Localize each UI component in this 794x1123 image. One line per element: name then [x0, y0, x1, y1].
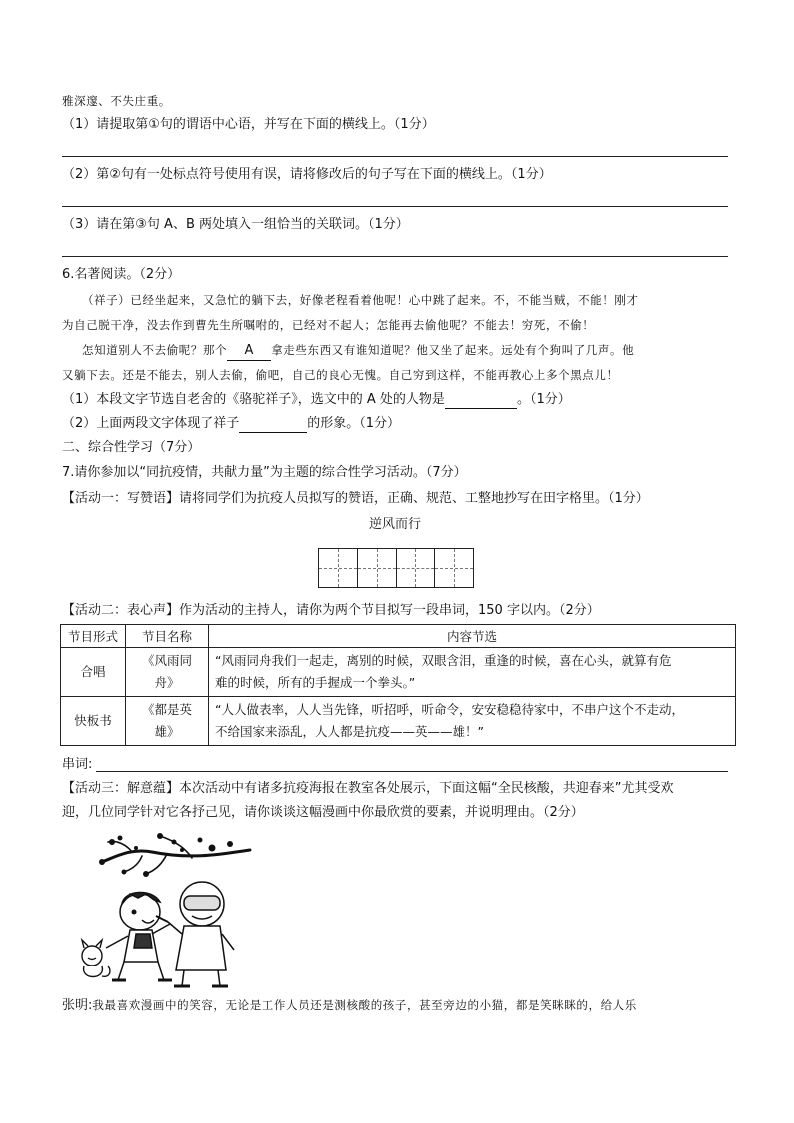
table-header-row — [61, 625, 736, 648]
program-form: 合唱 — [61, 648, 126, 697]
q7-activity3-line1: 【活动三：解意蕴】本次活动中有诸多抗疫海报在教室各处展示，下面这幅“全民核酸，共迎春来”尤其受欢 — [62, 781, 674, 796]
q6-title: 6.名著阅读。（2分） — [62, 267, 181, 282]
answer-line[interactable] — [62, 206, 728, 207]
section2-title: 二、综合性学习（7分） — [62, 440, 201, 455]
q7-title: 7.请你参加以“同抗疫情，共献力量”为主题的综合性学习活动。（7分） — [62, 465, 467, 480]
program-name-line: 雄》 — [154, 724, 180, 739]
program-content-line: 难的时候，所有的手握成一个拳头。” — [215, 675, 416, 690]
blank-a: A — [227, 342, 271, 361]
header-name: 节目名称 — [126, 625, 209, 648]
q6-sub2-text: （2）上面两段文字体现了祥子 — [62, 416, 240, 431]
q6-sub2 — [62, 415, 400, 433]
answer-line[interactable] — [96, 771, 728, 772]
answer-line[interactable] — [62, 256, 728, 257]
q7-activity3-line2: 迎，几位同学针对它各抒己见，请你谈谈这幅漫画中你最欣赏的要素，并说明理由。（2分） — [62, 805, 584, 820]
program-name-line: 《都是英 — [141, 702, 192, 717]
tianzige-grid[interactable] — [318, 548, 474, 588]
q5-sub2: （2）第②句有一处标点符号使用有误，请将修改后的句子写在下面的横线上。（1分） — [62, 167, 552, 182]
q6-para2-text-a: 怎知道别人不去偷呢？那个 — [82, 343, 228, 357]
q6-sub1 — [62, 391, 571, 409]
praise-phrase: 逆风而行 — [369, 517, 422, 532]
q5-sub1: （1）请提取第①句的谓语中心语，并写在下面的横线上。（1分） — [62, 117, 435, 132]
grid-cell[interactable] — [397, 549, 436, 587]
q6-para2-line1 — [82, 341, 634, 361]
q6-para2-line2: 又躺下去。还是不能去，别人去偷，偷吧，自己的良心无愧。自己穷到这样，不能再教心上多个黑点儿！ — [62, 368, 619, 382]
grid-cell[interactable] — [435, 549, 473, 587]
header-content: 内容节选 — [209, 625, 736, 648]
answer-blank[interactable] — [445, 394, 517, 409]
grid-cell[interactable] — [319, 549, 358, 587]
program-content-line: “人人做表率，人人当先锋，听招呼，听命令，安安稳稳待家中，不串户这个不走动， — [215, 702, 684, 717]
zhangming-text: 我最喜欢漫画中的笑容，无论是工作人员还是测核酸的孩子，甚至旁边的小猫，都是笑眯眯的，给人乐 — [92, 998, 637, 1012]
header-form: 节目形式 — [61, 625, 126, 648]
q6-sub1-score: 。（1分） — [516, 392, 571, 407]
q6-para2-text-b: 拿走些东西又有谁知道呢？他又坐了起来。远处有个狗叫了几声。他 — [271, 343, 635, 357]
q7-activity2: 【活动二：表心声】作为活动的主持人，请你为两个节目拟写一段串词，150 字以内。（2分） — [62, 603, 600, 618]
q6-para1-line2: 为自己脱干净，没去作到曹先生所嘱咐的，已经对不起人；怎能再去偷他呢？不能去！穷死，不偷！ — [62, 318, 595, 332]
nucleic-test-comic — [72, 830, 252, 992]
table-row — [61, 648, 736, 697]
program-content-line: “风雨同舟我们一起走，离别的时候，双眼含泪，重逢的时候，喜在心头，就算有危 — [215, 653, 672, 668]
program-form: 快板书 — [61, 697, 126, 746]
answer-blank[interactable] — [239, 418, 307, 433]
q5-sub3: （3）请在第③句 A、B 两处填入一组恰当的关联词。（1分） — [62, 217, 409, 232]
program-name — [126, 648, 209, 697]
program-name-line: 《风雨同 — [141, 653, 192, 668]
q5-continuation: 雅深邃、不失庄重。 — [62, 94, 171, 108]
program-content — [209, 648, 736, 697]
zhangming-label: 张明: — [62, 998, 93, 1013]
q6-para1-line1: （祥子）已经坐起来，又急忙的躺下去，好像老程看着他呢！心中跳了起来。不，不能当贼，不能！刚才 — [82, 293, 639, 307]
program-name — [126, 697, 209, 746]
q6-sub2-score: 的形象。（1分） — [307, 416, 401, 431]
q7-activity1: 【活动一：写赞语】请将同学们为抗疫人员拟写的赞语，正确、规范、工整地抄写在田字格里。（1分） — [62, 491, 649, 506]
grid-cell[interactable] — [358, 549, 397, 587]
q6-sub1-text: （1）本段文字节选自老舍的《骆驼祥子》，选文中的 A 处的人物是 — [62, 392, 445, 407]
program-table — [60, 624, 736, 746]
answer-line[interactable] — [62, 156, 728, 157]
program-content-line: 不给国家来添乱，人人都是抗疫——英——雄！” — [215, 724, 484, 739]
program-content — [209, 697, 736, 746]
zhangming-answer — [62, 996, 637, 1015]
program-name-line: 舟》 — [154, 675, 180, 690]
chuanci-label: 串词: — [62, 757, 93, 772]
table-row — [61, 697, 736, 746]
